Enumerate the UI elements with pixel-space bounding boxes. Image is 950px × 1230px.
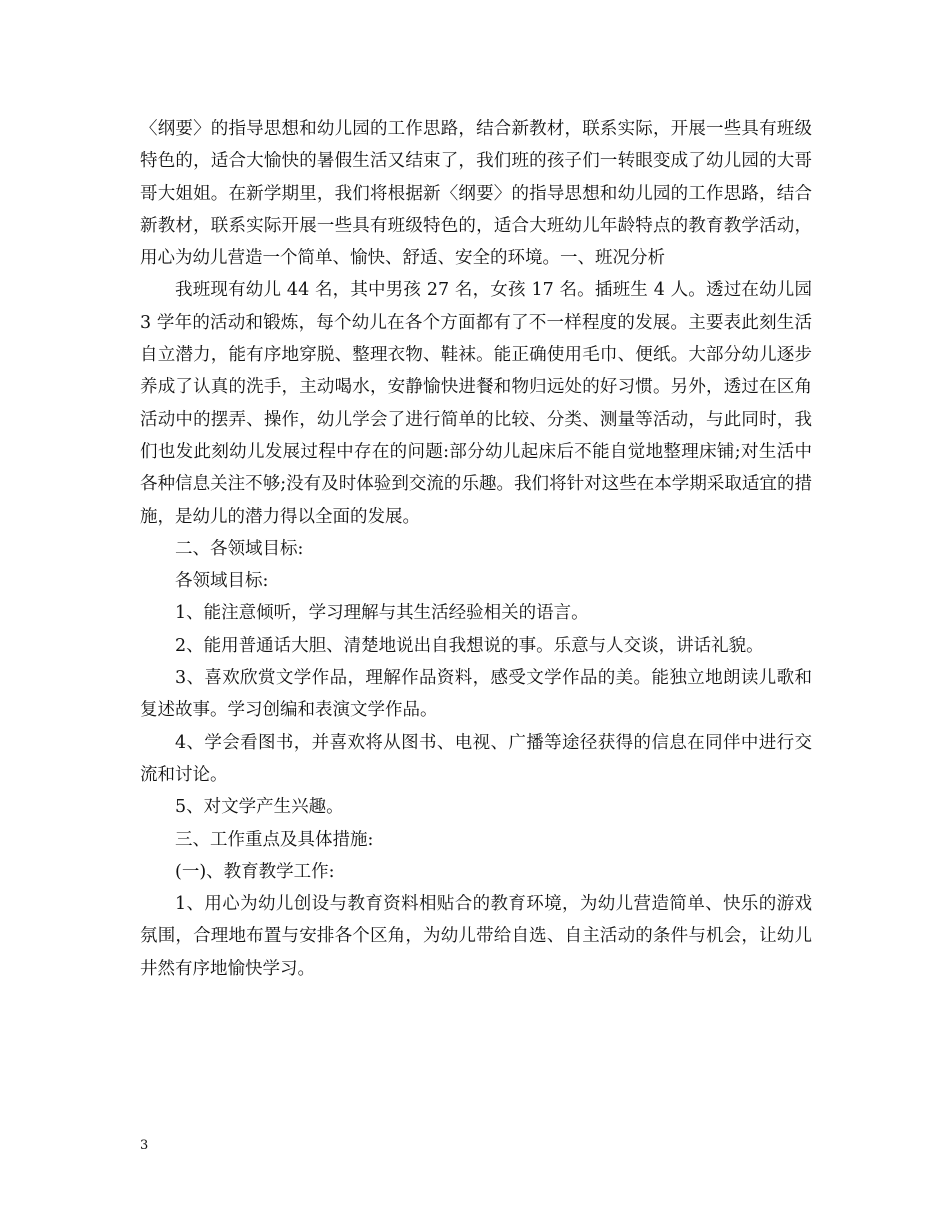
goal-item-2: 2、能用普通话大胆、清楚地说出自我想说的事。乐意与人交谈，讲话礼貌。 bbox=[175, 635, 764, 656]
goal-item-4: 4、学会看图书，并喜欢将从图书、电视、广播等途径获得的信息在同伴中进行交流和讨论。 bbox=[140, 732, 812, 785]
intro-paragraph: 〈纲要〉的指导思想和幼儿园的工作思路，结合新教材，联系实际，开展一些具有班级特色的，适合大愉快的暑假生活又结束了，我们班的孩子们一转眼变成了幼儿园的大哥哥大姐姐。在新学期里，我们将根据新〈纲要〉的指导思想和幼儿园的工作思路，结合新教材，联系实际开展一些具有班级特色的，适合大班幼儿年龄特点的教育教学活动，用心为幼儿营造一个简单、愉快、舒适、安全的环境。一、班况分析 bbox=[140, 119, 812, 269]
subheading-teaching-work: (一)、教育教学工作: bbox=[175, 861, 335, 882]
measure-item-1: 1、用心为幼儿创设与教育资料相贴合的教育环境，为幼儿营造简单、快乐的游戏氛围，合理地布置与安排各个区角，为幼儿带给自选、自主活动的条件与机会，让幼儿井然有序地愉快学习。 bbox=[140, 894, 812, 979]
document-body bbox=[140, 113, 812, 985]
section-heading-measures: 三、工作重点及具体措施: bbox=[175, 829, 374, 850]
page-number: 3 bbox=[140, 1138, 149, 1153]
section-heading-goals: 二、各领域目标: bbox=[175, 538, 304, 559]
subheading-goals: 各领域目标: bbox=[175, 571, 269, 592]
goal-item-3: 3、喜欢欣赏文学作品，理解作品资料，感受文学作品的美。能独立地朗读儿歌和复述故事。学习创编和表演文学作品。 bbox=[140, 668, 812, 721]
class-analysis-paragraph: 我班现有幼儿 44 名，其中男孩 27 名，女孩 17 名。插班生 4 人。透过在幼儿园 3 学年的活动和锻炼，每个幼儿在各个方面都有了不一样程度的发展。主要表此刻生活自立潜力，能有序地穿脱、整理衣物、鞋袜。能正确使用毛巾、便纸。大部分幼儿逐步养成了认真的洗手，主动喝水，安静愉快进餐和物归远处的好习惯。另外，透过在区角活动中的摆弄、操作，幼儿学会了进行简单的比较、分类、测量等活动，与此同时，我们也发此刻幼儿发展过程中存在的问题:部分幼儿起床后不能自觉地整理床铺;对生活中各种信息关注不够;没有及时体验到交流的乐趣。我们将针对这些在本学期采取适宜的措施，是幼儿的潜力得以全面的发展。 bbox=[140, 280, 812, 527]
goal-item-1: 1、能注意倾听，学习理解与其生活经验相关的语言。 bbox=[175, 603, 589, 624]
goal-item-5: 5、对文学产生兴趣。 bbox=[175, 797, 344, 818]
